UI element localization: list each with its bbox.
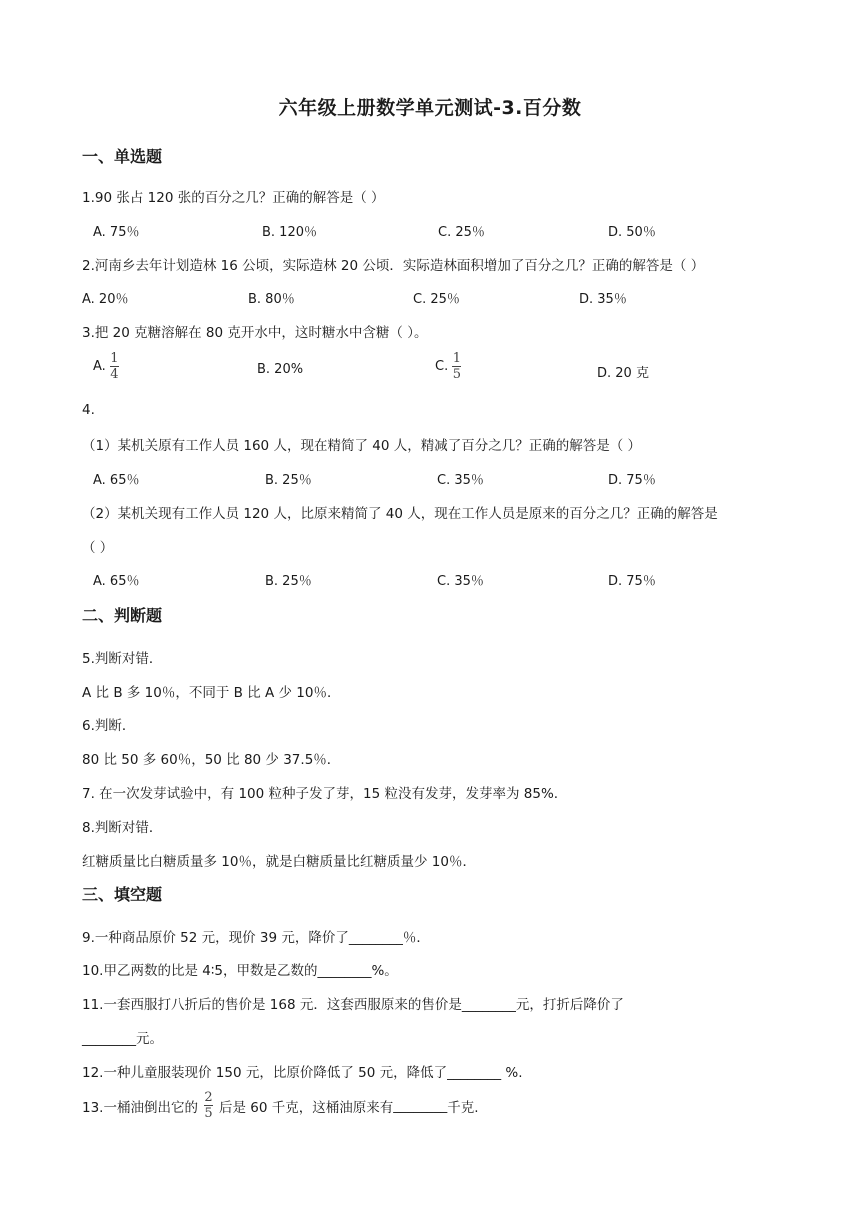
fraction-one-fifth <box>452 352 461 381</box>
question-4-1-option-c[interactable]: C. 35％ <box>437 473 484 488</box>
question-4-2-option-b[interactable]: B. 25％ <box>265 574 312 589</box>
fraction-denominator: 5 <box>452 367 461 382</box>
answer-blank[interactable]: ________ <box>461 997 516 1013</box>
answer-blank[interactable]: ________ <box>82 1031 136 1047</box>
question-1-text: 1.90 张占 120 张的百分之几？正确的解答是（ ） <box>82 190 385 206</box>
answer-blank[interactable]: ________ <box>447 1065 502 1081</box>
question-6-text: 6.判断． <box>82 718 136 734</box>
fraction-numerator: 2 <box>204 1090 213 1105</box>
question-2-text: 2.河南乡去年计划造林 16 公顷，实际造林 20 公顷．实际造林面积增加了百分之几？正确的解答是（ ） <box>82 258 705 274</box>
question-1-option-d[interactable]: D. 50％ <box>608 225 656 240</box>
question-13-text <box>82 1091 479 1120</box>
question-4-2-option-a[interactable]: A. 65％ <box>93 574 140 589</box>
question-3-text: 3.把 20 克糖溶解在 80 克开水中，这时糖水中含糖（ ）。 <box>82 325 428 341</box>
question-4-2-option-d[interactable]: D. 75％ <box>608 574 656 589</box>
question-1-option-c[interactable]: C. 25％ <box>438 225 485 240</box>
question-1-option-a[interactable]: A. 75％ <box>93 225 140 240</box>
question-4-part-1-text: （1）某机关原有工作人员 160 人，现在精简了 40 人，精减了百分之几？正确的解答是（ ） <box>82 438 641 454</box>
question-4-2-option-c[interactable]: C. 35％ <box>437 574 484 589</box>
question-7-text: 7. 在一次发芽试验中，有 100 粒种子发了芽，15 粒没有发芽，发芽率为 85%. <box>82 786 559 802</box>
question-4-1-option-b[interactable]: B. 25％ <box>265 473 312 488</box>
question-4-number: 4. <box>82 402 95 418</box>
question-13-prompt-continued: 后是 60 千克，这桶油原来有 <box>218 1099 394 1116</box>
question-5-text: 5.判断对错． <box>82 651 163 667</box>
question-3-option-a[interactable] <box>93 352 119 381</box>
fraction-numerator: 1 <box>452 351 461 366</box>
question-13-prompt: 13.一桶油倒出它的 <box>82 1099 198 1116</box>
question-1-option-b[interactable]: B. 120％ <box>262 225 317 240</box>
question-8-statement: 红糖质量比白糖质量多 10％，就是白糖质量比红糖质量少 10％． <box>82 854 476 870</box>
question-10-prompt: 10.甲乙两数的比是 4∶5，甲数是乙数的 <box>82 963 318 979</box>
question-9-text <box>82 926 430 946</box>
option-c-label: C. <box>435 359 449 374</box>
question-3-option-b[interactable]: B. 20% <box>257 362 304 377</box>
question-2-option-c[interactable]: C. 25％ <box>413 292 460 307</box>
question-13-unit: 千克. <box>447 1099 479 1116</box>
question-5-statement: A 比 B 多 10％，不同于 B 比 A 少 10％． <box>82 685 341 701</box>
question-9-prompt: 9.一种商品原价 52 元，现价 39 元，降价了 <box>82 930 349 946</box>
question-2-option-d[interactable]: D. 35％ <box>579 292 627 307</box>
question-10-text <box>82 959 398 979</box>
question-4-part-2-text: （2）某机关现有工作人员 120 人，比原来精简了 40 人，现在工作人员是原来的百分之几？正确的解答是 <box>82 506 718 522</box>
question-11-text <box>82 993 624 1013</box>
question-11-prompt-continued: 元，打折后降价了 <box>515 997 624 1013</box>
question-11-prompt: 11.一套西服打八折后的售价是 168 元．这套西服原来的售价是 <box>82 997 462 1013</box>
question-6-statement: 80 比 50 多 60％，50 比 80 少 37.5％． <box>82 752 341 768</box>
question-2-option-b[interactable]: B. 80％ <box>248 292 295 307</box>
question-2-option-a[interactable]: A. 20％ <box>82 292 129 307</box>
answer-blank[interactable]: ________ <box>317 963 372 979</box>
answer-blank[interactable]: ________ <box>348 930 403 946</box>
question-12-prompt: 12.一种儿童服装现价 150 元，比原价降低了 50 元，降低了 <box>82 1065 448 1081</box>
question-11-text-line-2 <box>82 1027 163 1047</box>
question-4-1-option-d[interactable]: D. 75％ <box>608 473 656 488</box>
fraction-one-quarter <box>110 352 119 381</box>
option-a-label: A. <box>93 359 106 374</box>
question-11-unit: 元。 <box>136 1031 163 1047</box>
question-12-unit: %. <box>501 1065 523 1081</box>
question-10-unit: %。 <box>371 963 398 979</box>
section-heading-single-choice: 一、单选题 <box>82 147 163 166</box>
question-9-unit: ％． <box>402 930 430 946</box>
section-heading-true-false: 二、判断题 <box>82 606 163 625</box>
answer-blank[interactable]: ________ <box>393 1097 448 1114</box>
fraction-denominator: 4 <box>110 367 119 382</box>
fraction-two-fifths <box>204 1091 213 1120</box>
fraction-denominator: 5 <box>204 1106 213 1121</box>
question-8-text: 8.判断对错． <box>82 820 163 836</box>
question-3-option-c[interactable] <box>435 352 461 381</box>
question-12-text <box>82 1061 523 1081</box>
fraction-numerator: 1 <box>110 351 119 366</box>
question-4-part-2-answer-paren: （ ） <box>82 540 114 556</box>
section-heading-fill-blank: 三、填空题 <box>82 885 163 904</box>
question-3-option-d[interactable]: D. 20 克 <box>597 366 649 381</box>
question-4-1-option-a[interactable]: A. 65％ <box>93 473 140 488</box>
page-title: 六年级上册数学单元测试-3.百分数 <box>278 97 582 119</box>
